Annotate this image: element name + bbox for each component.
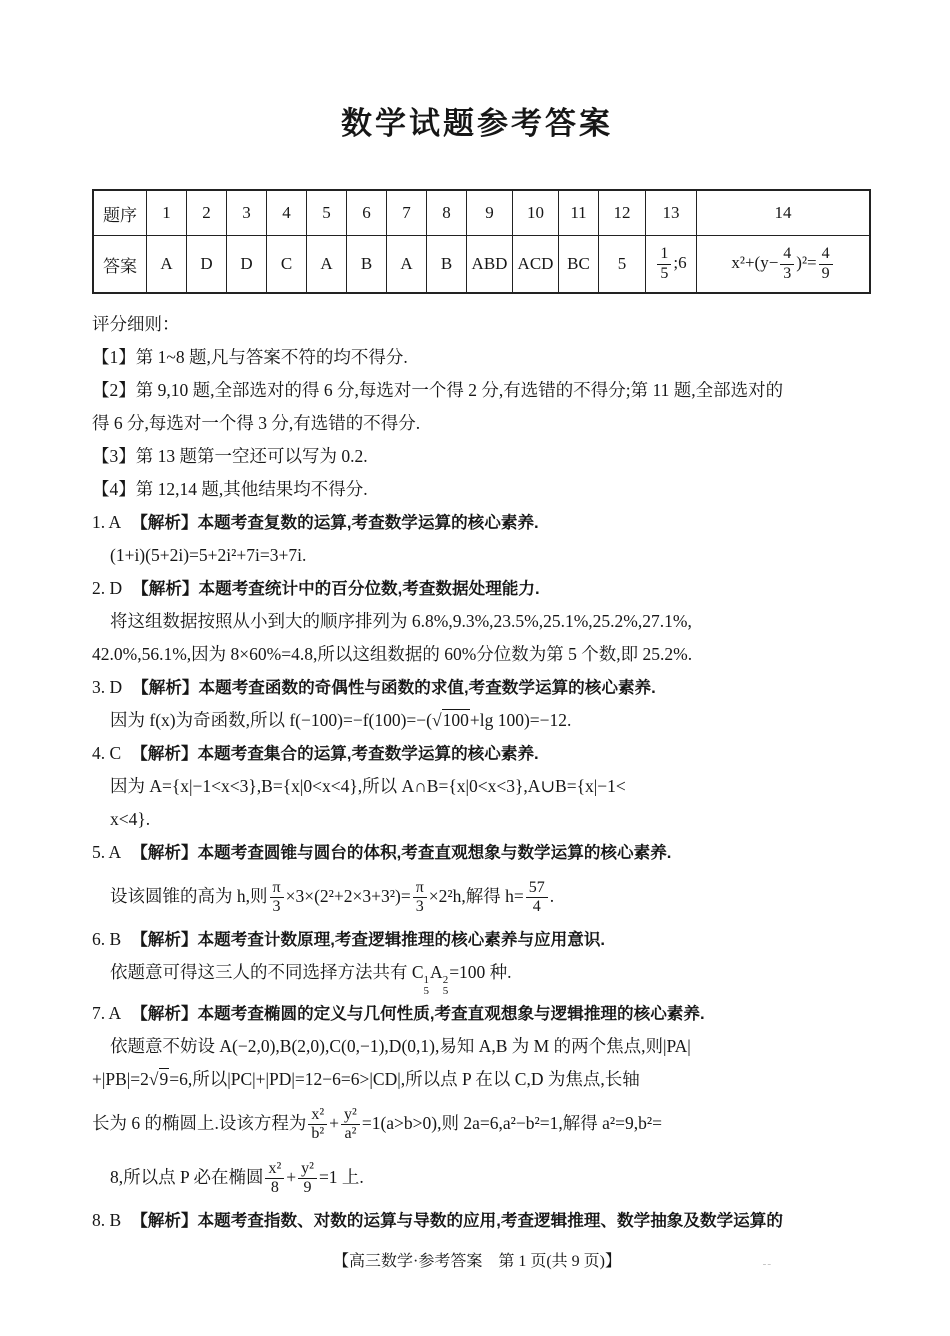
scoring-rules-title: 评分细则：: [92, 314, 180, 334]
solution-work-line: (1+i)(5+2i)=5+2i²+7i=3+7i.: [110, 545, 307, 565]
solution-work-line: 因为 f(x)为奇函数,所以 f(−100)=−f(100)=−(√100+lg 100)=−12.: [110, 710, 572, 730]
question-number-cell: 4: [267, 190, 307, 236]
fraction: $\frac{57}{4}$: [526, 879, 548, 917]
answer-row-label: 答案: [93, 236, 147, 294]
page-title: 数学试题参考答案: [341, 106, 613, 141]
question-number-cell: 9: [467, 190, 513, 236]
solution-work-line: 依题意不妨设 A(−2,0),B(2,0),C(0,−1),D(0,1),易知 A,B 为 M 的两个焦点,则|PA|: [110, 1036, 691, 1056]
solution-number: 3. D: [92, 677, 123, 697]
solution-work-line: 将这组数据按照从小到大的顺序排列为 6.8%,9.3%,23.5%,25.1%,25.2%,27.1%,: [110, 611, 692, 631]
solution-number: 7. A: [92, 1003, 122, 1023]
solution-work-line: 依题意可得这三人的不同选择方法共有 C 1 5 A 2 5 =100 种.: [110, 962, 512, 997]
solution-analysis: 【解析】本题考查复数的运算,考查数学运算的核心素养.: [131, 513, 539, 532]
answer-cell: B: [347, 236, 387, 294]
fraction: $\frac{\text{y²}}{\text{a²}}$: [341, 1106, 360, 1144]
solution-item-4: [92, 737, 862, 836]
solution-number: 8. B: [92, 1210, 122, 1230]
sqrt-radical: √100: [432, 710, 469, 730]
solution-head: [92, 737, 862, 770]
solution-head: [92, 506, 862, 539]
fraction: $\frac{\pi}{3}$: [413, 879, 427, 917]
answer-cell: D: [187, 236, 227, 294]
question-number-cell: 11: [559, 190, 599, 236]
table-answer-row: [93, 236, 870, 294]
answer-cell: ACD: [513, 236, 559, 294]
solution-work-line: +|PB|=2√9=6,所以|PC|+|PD|=12−6=6>|CD|,所以点 P 在以 C,D 为焦点,长轴: [92, 1069, 640, 1089]
solution-item-1: [92, 506, 862, 572]
solution-work-line: 长为 6 的椭圆上.设该方程为 $\frac{\text{x²}}{\text{b²}}$ + $\frac{\text{y²}}{\text{a²}}$ =1(a>b>0),则 2a=6,a²−b²=1,解得 a²=9,b²=: [92, 1106, 663, 1143]
solution-head: [92, 836, 862, 869]
solution-head: [92, 997, 862, 1030]
answer-cell: C: [267, 236, 307, 294]
solution-analysis: 【解析】本题考查椭圆的定义与几何性质,考查直观想象与逻辑推理的核心素养.: [131, 1004, 705, 1023]
answer-cell: A: [387, 236, 427, 294]
answer-cell: 5: [599, 236, 646, 294]
answer-cell-14: x²+(y− $\frac{4}{3}$ )²= $\frac{4}{9}$: [697, 236, 871, 294]
rule-item: 【4】第 12,14 题,其他结果均不得分.: [92, 479, 368, 499]
question-number-cell: 2: [187, 190, 227, 236]
solution-head: [92, 1204, 862, 1237]
sup-sub-index: 2 5: [442, 974, 449, 997]
solution-item-8: [92, 1204, 862, 1237]
question-number-cell: 10: [513, 190, 559, 236]
solution-head: [92, 572, 862, 605]
question-order-label: 题序: [93, 190, 147, 236]
answer-cell-13: $\frac{1}{5}$ ;6: [646, 236, 697, 294]
fraction: $\frac{\text{x²}}{8}$: [265, 1160, 284, 1198]
rule-item: 【2】第 9,10 题,全部选对的得 6 分,每选对一个得 2 分,有选错的不得分;第 11 题,全部选对的: [92, 380, 784, 400]
solution-item-6: [92, 923, 862, 997]
rule-item-continuation: 得 6 分,每选对一个得 3 分,有选错的不得分.: [92, 413, 421, 433]
solution-number: 2. D: [92, 578, 123, 598]
solution-analysis: 【解析】本题考查圆锥与圆台的体积,考查直观想象与数学运算的核心素养.: [131, 843, 672, 862]
scan-artifact-mark: --: [762, 1258, 772, 1270]
solution-analysis: 【解析】本题考查集合的运算,考查数学运算的核心素养.: [131, 744, 539, 763]
solution-work-line: 42.0%,56.1%,因为 8×60%=4.8,所以这组数据的 60%分位数为第 5 个数,即 25.2%.: [92, 644, 693, 664]
fraction: $\frac{\text{x²}}{\text{b²}}$: [308, 1106, 327, 1144]
solution-work-line: 8,所以点 P 必在椭圆 $\frac{\text{x²}}{8}$ + $\frac{\text{y²}}{9}$ =1 上.: [110, 1160, 364, 1197]
question-number-cell: 7: [387, 190, 427, 236]
solution-item-5: [92, 836, 862, 923]
solution-number: 4. C: [92, 743, 122, 763]
solution-number: 1. A: [92, 512, 122, 532]
question-number-cell: 3: [227, 190, 267, 236]
solution-head: [92, 923, 862, 956]
table-header-row: [93, 190, 870, 236]
page-footer: 【高三数学·参考答案 第 1 页(共 9 页)】: [333, 1253, 621, 1270]
fraction: $\frac{4}{3}$: [780, 245, 794, 283]
scoring-rules: [92, 308, 862, 506]
solution-analysis: 【解析】本题考查函数的奇偶性与函数的求值,考查数学运算的核心素养.: [132, 678, 656, 697]
solution-analysis: 【解析】本题考查计数原理,考查逻辑推理的核心素养与应用意识.: [131, 930, 606, 949]
answer-cell: ABD: [467, 236, 513, 294]
solution-work-line: 因为 A={x|−1<x<3},B={x|0<x<4},所以 A∩B={x|0<x<3},A∪B={x|−1<: [110, 776, 626, 796]
answer-cell: BC: [559, 236, 599, 294]
solution-head: [92, 671, 862, 704]
solution-item-3: [92, 671, 862, 737]
fraction: $\frac{\text{y²}}{9}$: [298, 1160, 317, 1198]
solution-item-2: [92, 572, 862, 671]
solution-analysis: 【解析】本题考查统计中的百分位数,考查数据处理能力.: [132, 579, 540, 598]
question-number-cell: 12: [599, 190, 646, 236]
fraction: $\frac{4}{9}$: [819, 245, 833, 283]
solution-work-line: 设该圆锥的高为 h,则 $\frac{\pi}{3}$ ×3×(2²+2×3+3²)= $\frac{\pi}{3}$ ×2²h,解得 h= $\frac{57}{4}$ .: [110, 879, 555, 916]
solution-number: 6. B: [92, 929, 122, 949]
question-number-cell: 6: [347, 190, 387, 236]
question-number-cell: 13: [646, 190, 697, 236]
rule-item: 【3】第 13 题第一空还可以写为 0.2.: [92, 446, 368, 466]
answer-cell: A: [147, 236, 187, 294]
solution-analysis: 【解析】本题考查指数、对数的运算与导数的应用,考查逻辑推理、数学抽象及数学运算的: [131, 1211, 783, 1230]
answer-cell: B: [427, 236, 467, 294]
question-number-cell: 8: [427, 190, 467, 236]
fraction: $\frac{\pi}{3}$: [270, 879, 284, 917]
question-number-cell: 14: [697, 190, 871, 236]
solution-work-line: x<4}.: [110, 809, 151, 829]
answer-cell: D: [227, 236, 267, 294]
solution-item-7: [92, 997, 862, 1204]
fraction: $\frac{1}{5}$: [657, 245, 671, 283]
sqrt-radical: √9: [148, 1069, 169, 1089]
question-number-cell: 5: [307, 190, 347, 236]
answer-table: [92, 189, 871, 294]
question-number-cell: 1: [147, 190, 187, 236]
answer-cell: A: [307, 236, 347, 294]
solution-number: 5. A: [92, 842, 122, 862]
rule-item: 【1】第 1~8 题,凡与答案不符的均不得分.: [92, 347, 408, 367]
sup-sub-index: 1 5: [423, 974, 430, 997]
